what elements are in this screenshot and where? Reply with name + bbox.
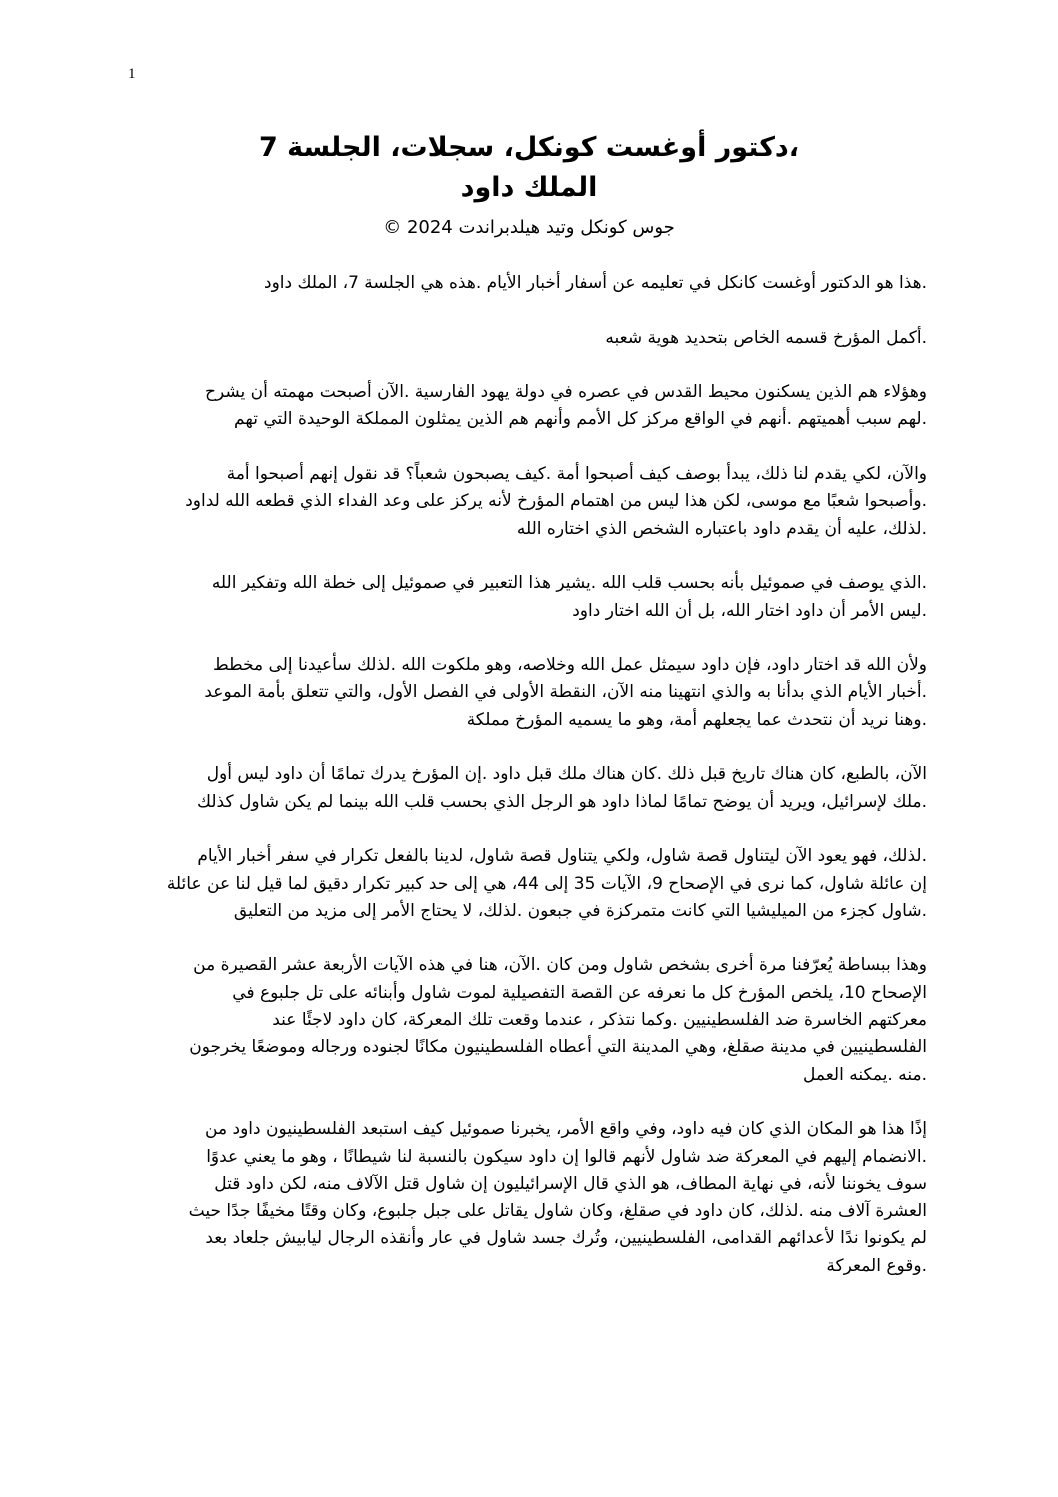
text-line: إن عائلة شاول، كما نرى في الإصحاح 9، الآيات 35 إلى 44، هي إلى حد كبير تكرار دقيق لما قيل لنا عن عائلة [166,873,927,894]
paragraph [135,652,927,734]
paragraph [135,570,927,625]
paragraph [135,461,927,543]
text-line: .لذلك، فهو يعود الآن ليتناول قصة شاول، ولكي يتناول قصة شاول، لدينا بالفعل تكرار في سفر أخبار الأيام [197,846,927,867]
text-line: إذًا هذا هو المكان الذي كان فيه داود، وفي واقع الأمر، يخبرنا صموئيل كيف استبعد الفلسطينيون داود من [205,1119,927,1140]
page-number: 1 [128,66,136,82]
text-line: .شاول كجزء من الميليشيا التي كانت متمركزة في جبعون .لذلك، لا يحتاج الأمر إلى مزيد من التعليق [233,900,927,921]
document-body [135,270,927,1307]
text-line: ولأن الله قد اختار داود، فإن داود سيمثل عمل الله وخلاصه، وهو ملكوت الله .لذلك سأعيدنا إلى مخطط [212,655,927,676]
text-line: .أكمل المؤرخ قسمه الخاص بتحديد هوية شعبه [605,327,927,348]
paragraph [135,379,927,434]
text-line: الإصحاح 10، يلخص المؤرخ كل ما نعرفه عن القصة التفصيلية لموت شاول وأبنائه على تل جلبوع في [232,982,927,1003]
text-line: الفلسطينيين في مدينة صقلغ، وهي المدينة التي أعطاه الفلسطينيون مكانًا لجنوده ورجاله وموضعًا يخرجون [189,1037,927,1058]
document-title [0,128,1058,208]
text-line: .أخبار الأيام الذي بدأنا به والذي انتهينا منه الآن، النقطة الأولى في الفصل الأول، والتي تتعلق بأمة الموعد [204,682,927,703]
paragraph [135,952,927,1088]
text-line: سوف يخوننا لأنه، في نهاية المطاف، هو الذي قال الإسرائيليون إن شاول قتل الآلاف منه، لكن داود قتل [214,1173,927,1194]
text-line: والآن، لكي يقدم لنا ذلك، يبدأ بوصف كيف أصبحوا أمة .كيف يصبحون شعباً؟ قد نقول إنهم أصبحوا أمة [226,464,927,485]
text-line: .لهم سبب أهميتهم .أنهم في الواقع مركز كل الأمم وأنهم هم الذين يمثلون المملكة الوحيدة التي تهم [234,409,927,430]
text-line: وهؤلاء هم الذين يسكنون محيط القدس في عصره في دولة يهود الفارسية .الآن أصبحت مهمته أن يشرح [205,382,927,403]
paragraph [135,270,927,297]
text-line: .ليس الأمر أن داود اختار الله، بل أن الله اختار داود [572,600,927,621]
paragraph [135,761,927,816]
text-line: معركتهم الخاسرة ضد الفلسطينيين .وكما نتذكر ، عندما وقعت تلك المعركة، كان داود لاجئًا عند [272,1010,927,1031]
text-line: .منه .يمكنه العمل [803,1064,927,1085]
copyright-line: جوس كونكل وتيد هيلدبراندت 2024 © [383,217,675,238]
text-line: لم يكونوا ندًا لأعدائهم القدامى، الفلسطينيين، وتُرك جسد شاول في عار وأنقذه الرجال ليابيش جلعاد بعد [205,1228,927,1249]
paragraph [135,325,927,352]
text-line: العشرة آلاف منه .لذلك، كان داود في صقلغ، وكان شاول يقاتل على جبل جلبوع، وكان وقتًا مخيفًا جدًا حيث [188,1201,927,1222]
text-line: .ملك لإسرائيل، ويريد أن يوضح تمامًا لماذا داود هو الرجل الذي بحسب قلب الله بينما لم يكن شاول كذلك [197,791,927,812]
text-line: .لذلك، عليه أن يقدم داود باعتباره الشخص الذي اختاره الله [516,518,927,539]
text-line: .الانضمام إليهم في المعركة ضد شاول لأنهم قالوا إن داود سيكون بالنسبة لنا شيطانًا ، وهو ما يعني عدوًا [206,1146,927,1167]
text-line: الآن، بالطبع، كان هناك تاريخ قبل ذلك .كان هناك ملك قبل داود .إن المؤرخ يدرك تمامًا أن داود ليس أول [206,764,927,785]
text-line: .وأصبحوا شعبًا مع موسى، لكن هذا ليس من اهتمام المؤرخ لأنه يركز على وعد الفداء الذي قطعه الله لداود [185,491,927,512]
text-line: وهذا ببساطة يُعرّفنا مرة أخرى بشخص شاول ومن كان .الآن، هنا في هذه الآيات الأربعة عشر القصيرة من [193,955,927,976]
paragraph [135,843,927,925]
text-line: .هذا هو الدكتور أوغست كانكل في تعليمه عن أسفار أخبار الأيام .هذه هي الجلسة 7، الملك داود [264,273,927,293]
text-line: .وهنا نريد أن نتحدث عما يجعلهم أمة، وهو ما يسميه المؤرخ مملكة [466,709,927,730]
text-line: .وقوع المعركة [826,1255,927,1276]
text-line: .الذي يوصف في صموئيل بأنه بحسب قلب الله .يشير هذا التعبير في صموئيل إلى خطة الله وتفكير الله [211,573,927,594]
paragraph [135,1116,927,1280]
title-line-2: الملك داود [460,172,598,203]
title-line-1: ،دكتور أوغست كونكل، سجلات، الجلسة 7 [258,132,800,163]
